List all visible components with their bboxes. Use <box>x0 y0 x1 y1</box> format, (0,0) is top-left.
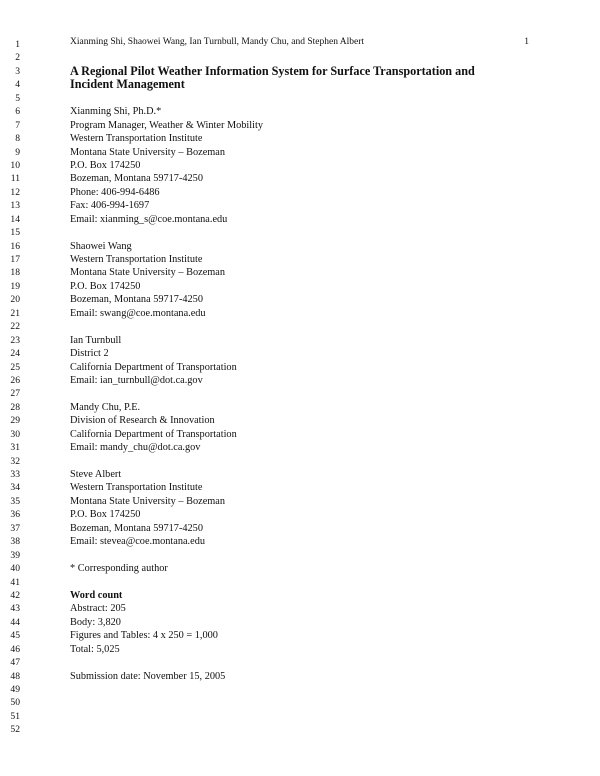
author-line: Fax: 406-994-1697 <box>70 200 150 212</box>
word-count-total: Total: 5,025 <box>70 643 120 655</box>
author-line: Bozeman, Montana 59717-4250 <box>70 294 203 306</box>
line-number: 50 <box>10 697 20 709</box>
author-email-link[interactable]: Email: xianming_s@coe.montana.edu <box>70 213 228 225</box>
line-number: 33 <box>10 469 20 480</box>
line-number: 38 <box>10 536 20 548</box>
author-line: Western Transportation Institute <box>70 254 203 265</box>
line-number: 17 <box>10 254 20 265</box>
line-number: 13 <box>10 200 20 212</box>
line-number: 52 <box>10 724 20 736</box>
author-line: Xianming Shi, Ph.D.* <box>70 106 162 118</box>
author-line: Montana State University – Bozeman <box>70 267 225 279</box>
line-number: 4 <box>15 79 20 91</box>
line-number: 12 <box>10 186 20 198</box>
author-email-link[interactable]: Email: stevea@coe.montana.edu <box>70 536 205 548</box>
author-block-3 <box>70 334 475 388</box>
line-number: 36 <box>10 509 20 521</box>
line-number: 26 <box>10 374 20 386</box>
author-block-5 <box>70 468 475 549</box>
line-number: 3 <box>15 65 20 77</box>
page-number: 1 <box>524 37 529 47</box>
line-number: 5 <box>15 92 20 104</box>
line-number: 8 <box>15 133 20 145</box>
line-number: 29 <box>10 415 20 427</box>
line-number: 19 <box>10 280 20 292</box>
author-line: Bozeman, Montana 59717-4250 <box>70 173 203 185</box>
line-number: 15 <box>10 227 20 239</box>
line-number: 11 <box>10 173 20 185</box>
author-line: P.O. Box 174250 <box>70 509 141 521</box>
line-number: 18 <box>10 267 20 279</box>
line-number: 14 <box>10 213 20 225</box>
author-line: Division of Research & Innovation <box>70 415 215 427</box>
word-count-block <box>70 589 475 656</box>
line-number: 32 <box>10 455 20 467</box>
word-count-heading: Word count <box>70 589 123 601</box>
word-count-figures-tables: Figures and Tables: 4 x 250 = 1,000 <box>70 630 218 642</box>
author-line: California Department of Transportation <box>70 361 237 373</box>
line-number: 35 <box>10 495 20 507</box>
line-number: 6 <box>15 106 20 118</box>
author-line: Western Transportation Institute <box>70 133 203 145</box>
author-line: P.O. Box 174250 <box>70 280 141 292</box>
line-number: 1 <box>15 39 20 50</box>
line-number: 27 <box>10 388 20 400</box>
line-number: 16 <box>10 240 20 252</box>
author-email-link[interactable]: Email: mandy_chu@dot.ca.gov <box>70 442 201 454</box>
author-line: Mandy Chu, P.E. <box>70 401 141 413</box>
line-number: 48 <box>10 670 20 682</box>
line-number: 23 <box>10 334 20 346</box>
line-number: 9 <box>15 146 20 158</box>
line-number: 43 <box>10 603 20 615</box>
author-line: P.O. Box 174250 <box>70 159 141 171</box>
line-number: 42 <box>10 589 20 601</box>
line-number: 49 <box>10 684 20 695</box>
submission-date: Submission date: November 15, 2005 <box>70 670 226 682</box>
line-number: 22 <box>10 321 20 333</box>
author-line: Phone: 406-994-6486 <box>70 186 160 198</box>
author-line: Western Transportation Institute <box>70 482 203 494</box>
line-number: 2 <box>15 52 20 64</box>
author-line: California Department of Transportation <box>70 428 237 440</box>
author-line: Ian Turnbull <box>70 334 122 346</box>
author-block-1 <box>70 105 475 226</box>
corresponding-author-note: * Corresponding author <box>70 563 168 575</box>
line-number: 31 <box>10 442 20 454</box>
author-line: Program Manager, Weather & Winter Mobility <box>70 119 263 131</box>
line-number: 45 <box>10 630 20 642</box>
author-line: Bozeman, Montana 59717-4250 <box>70 522 203 534</box>
line-number: 7 <box>15 119 20 131</box>
author-line: Montana State University – Bozeman <box>70 146 225 158</box>
line-numbers <box>0 38 20 737</box>
word-count-body: Body: 3,820 <box>70 616 121 628</box>
author-email-link[interactable]: Email: ian_turnbull@dot.ca.gov <box>70 374 203 386</box>
line-number: 20 <box>10 294 20 306</box>
line-number: 30 <box>10 428 20 440</box>
line-number: 39 <box>10 549 20 561</box>
line-number: 44 <box>10 616 20 628</box>
line-number: 40 <box>10 563 20 575</box>
line-number: 51 <box>10 710 20 722</box>
line-number: 41 <box>10 576 20 588</box>
line-number: 10 <box>10 159 20 171</box>
line-number: 37 <box>10 522 20 534</box>
line-number: 46 <box>10 643 20 655</box>
author-block-2 <box>70 240 475 321</box>
paper-title-line-1: A Regional Pilot Weather Information System for Surface Transportation and <box>70 63 475 78</box>
line-number: 21 <box>10 307 20 319</box>
author-block-4 <box>70 401 475 455</box>
paper-title-line-2: Incident Management <box>70 77 185 92</box>
line-number: 28 <box>10 401 20 413</box>
word-count-abstract: Abstract: 205 <box>70 603 126 615</box>
running-head: Xianming Shi, Shaowei Wang, Ian Turnbull, Mandy Chu, and Stephen Albert <box>70 37 365 47</box>
line-number: 34 <box>10 482 20 494</box>
document-body <box>70 38 475 683</box>
author-line: District 2 <box>70 348 109 360</box>
author-line: Shaowei Wang <box>70 240 132 252</box>
line-number: 24 <box>10 348 20 360</box>
author-line: Steve Albert <box>70 469 122 480</box>
author-email-link[interactable]: Email: swang@coe.montana.edu <box>70 307 206 319</box>
line-number: 47 <box>10 657 20 669</box>
line-number: 25 <box>10 361 20 373</box>
author-line: Montana State University – Bozeman <box>70 495 225 507</box>
